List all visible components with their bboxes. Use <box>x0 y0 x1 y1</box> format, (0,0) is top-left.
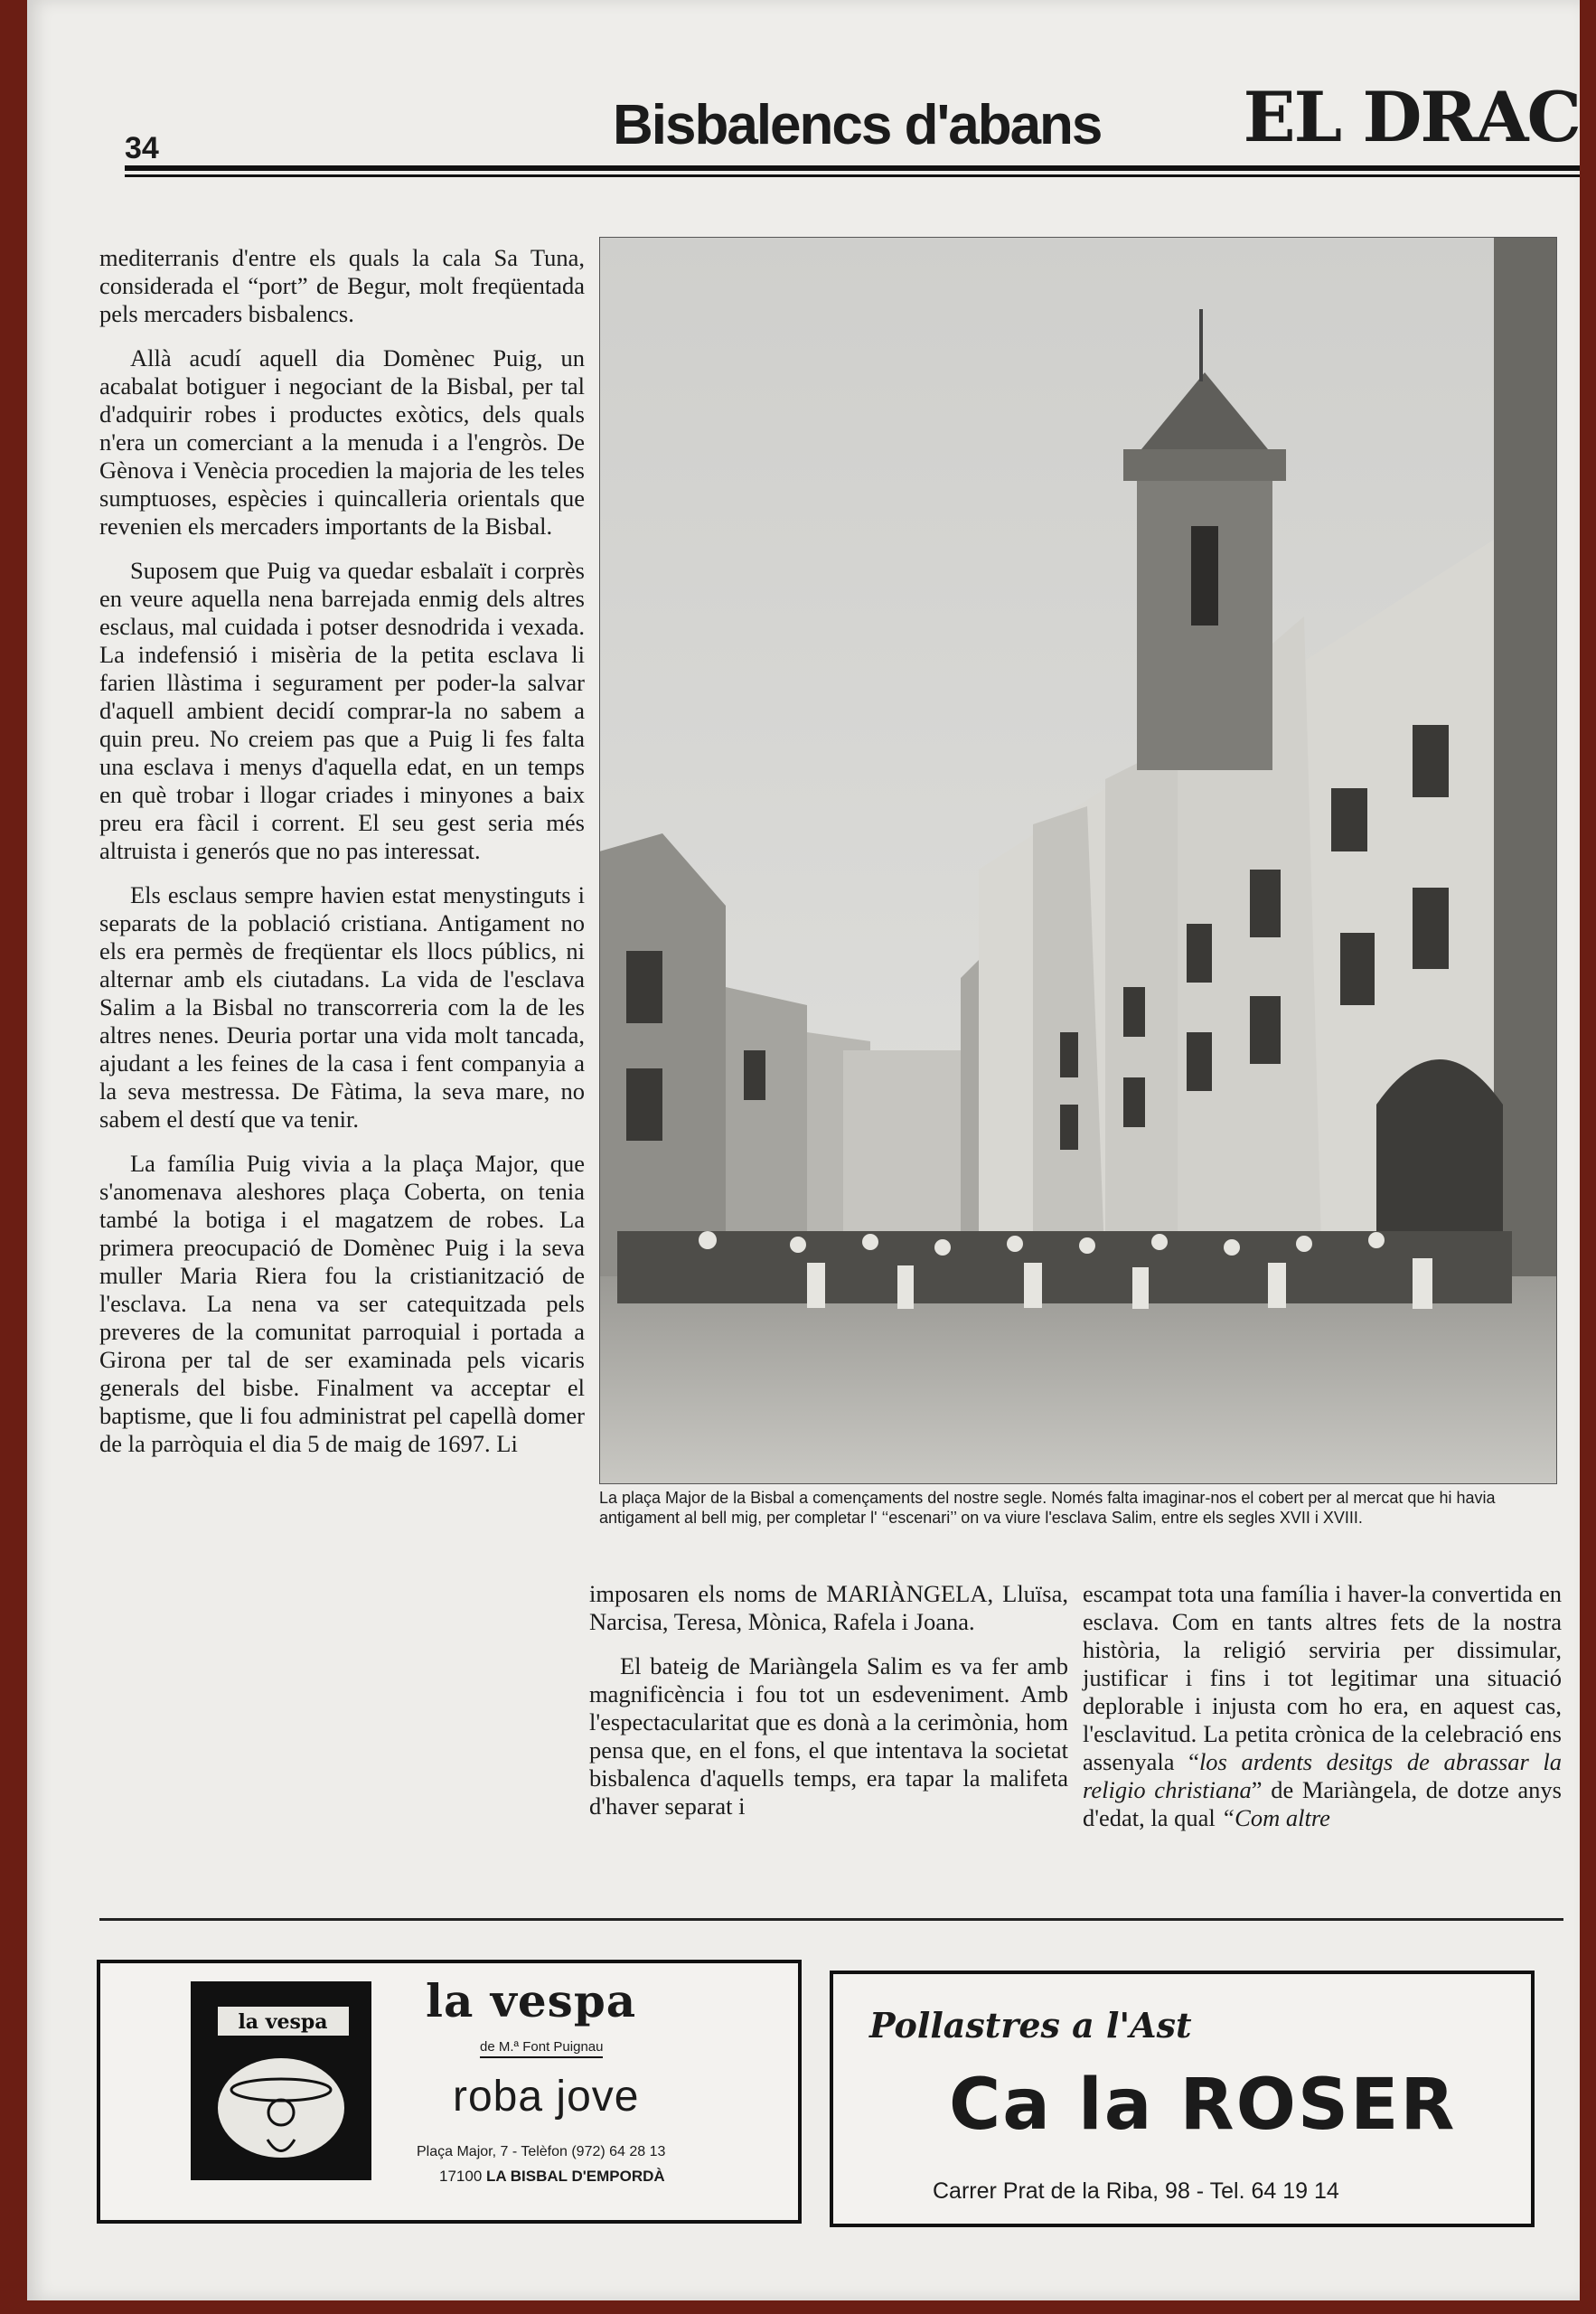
header-rule-thick <box>125 165 1580 171</box>
page-number: 34 <box>125 131 159 165</box>
paragraph: imposaren els noms de MARIÀNGELA, Lluïsa, Narcisa, Teresa, Mònica, Rafela i Joana. <box>589 1580 1068 1635</box>
page-header <box>98 77 1580 194</box>
shop-tagline: roba jove <box>453 2073 640 2121</box>
wasp-logo <box>191 1981 371 2180</box>
shop-postal <box>439 2168 665 2186</box>
article-column-3 <box>1083 1580 1562 1848</box>
paragraph: mediterranis d'entre els quals la cala Sa Tuna, considerada el “port” de Begur, molt freqüentada pels mercaders bisbalencs. <box>99 244 585 327</box>
shop-script-title: Pollastres a l'Ast <box>869 2005 1192 2046</box>
shop-contact: Carrer Prat de la Riba, 98 - Tel. 64 19 14 <box>933 2178 1339 2204</box>
photo-caption: La plaça Major de la Bisbal a començaments del nostre segle. Només falta imaginar-nos el cobert per al mercat que hi havia antigament al bell mig, per completar l' ‘‘escenari’’ on va viure l'esclava Salim, entre els segles XVII i XVIII. <box>599 1489 1496 1527</box>
header-rule-thin <box>125 174 1580 177</box>
quote-italic: “Com altre <box>1221 1804 1330 1831</box>
magazine-page <box>27 0 1580 2300</box>
bottom-rule <box>99 1918 1563 1921</box>
paragraph <box>1083 1580 1562 1832</box>
quote-italic: los ardents desitgs de abrassar la religio christiana <box>1083 1748 1562 1803</box>
ad-ca-la-roser <box>830 1971 1535 2227</box>
paragraph: Suposem que Puig va quedar esbalaït i corprès en veure aquella nena barrejada enmig dels altres esclaus, mal cuidada i potser desnodrida i vexada. La indefensió i misèria de la petita esclava li farien llàstima i segurament per poder-la salvar d'aquell ambient decidí comprar-la no sabem a quin preu. No creiem pas que a Puig li fes falta una esclava i menys d'aquella edat, en un temps en què trobar i llogar criades i minyones a baix preu era fàcil i corrent. El seu gest seria més altruista i generós que no pas interessat. <box>99 557 585 864</box>
text-span: escampat tota una família i haver-la convertida en esclava. Com en tants altres fets de la nostra història, la religió serviria per dissimular, justificar i fins i tot legitimar una situació deplorable i injusta com ho era, en aquest cas, l'esclavitud. La petita crònica de la celebració ens assenyala “ <box>1083 1580 1562 1775</box>
historical-photo-placa-major <box>599 237 1557 1484</box>
article-column-1 <box>99 244 585 1474</box>
paragraph: El bateig de Mariàngela Salim es va fer amb magnificència i fou tot un esdeveniment. Amb l'espectacularitat que es donà a la cerimònia, hom pensa que, en el fons, el que intentava la societat bisbalenca d'aquells temps, era tapar la malifeta d'haver separat i <box>589 1652 1068 1820</box>
shop-name: la vespa <box>426 1974 637 2027</box>
shop-name: Ca la ROSER <box>949 2065 1457 2146</box>
paragraph: La família Puig vivia a la plaça Major, que s'anomenava aleshores plaça Coberta, on tenia també la botiga i el magatzem de robes. La primera preocupació de Domènec Puig i la seva muller Maria Riera fou la cristianització de l'esclava. La nena va ser catequitzada pels preveres de la comunitat parroquial i portada a Girona per tal de ser examinada pels vicaris generals del bisbe. Finalment va acceptar el baptisme, que li fou administrat pel capellà domer de la parròquia el dia 5 de maig de 1697. Li <box>99 1150 585 1457</box>
text-span: ” de Mariàngela, de dotze anys d'edat, la qual <box>1083 1776 1562 1831</box>
section-title: Bisbalencs d'abans <box>613 94 1102 156</box>
article-column-2 <box>589 1580 1068 1837</box>
magazine-title: EL DRAC <box>1243 77 1580 157</box>
logo-text: la vespa <box>238 2010 328 2034</box>
town-name: LA BISBAL D'EMPORDÀ <box>486 2168 665 2185</box>
ad-la-vespa <box>97 1960 802 2224</box>
shop-address: Plaça Major, 7 - Telèfon (972) 64 28 13 <box>417 2144 666 2159</box>
postal-code: 17100 <box>439 2168 483 2185</box>
paragraph: Els esclaus sempre havien estat menystinguts i separats de la població cristiana. Antigament no els era permès de freqüentar els llocs públics, ni alternar amb els ciutadans. La vida de l'esclava Salim a la Bisbal no transcorreria com la de les altres nenes. Deuria portar una vida molt tancada, ajudant a les feines de la casa i fent companyia a la seva mestressa. De Fàtima, la seva mare, no sabem el destí que va tenir. <box>99 881 585 1133</box>
shop-owner: de M.ª Font Puignau <box>480 2039 603 2058</box>
paragraph: Allà acudí aquell dia Domènec Puig, un acabalat botiguer i negociant de la Bisbal, per tal d'adquirir robes i productes exòtics, dels quals n'era un comerciant a la menuda i a l'engròs. De Gènova i Venècia procedien la majoria de les teles sumptuoses, espècies i quincalleria orientals que revenien els mercaders importants de la Bisbal. <box>99 344 585 540</box>
